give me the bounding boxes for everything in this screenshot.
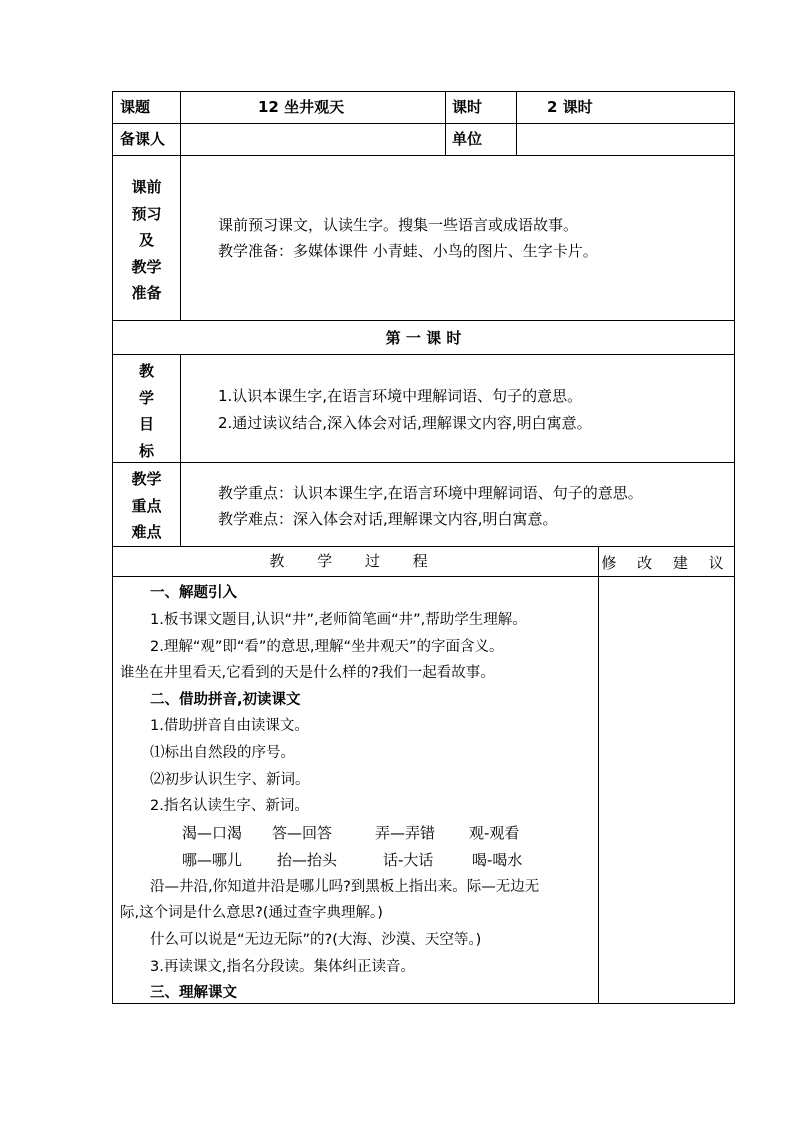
prep-label <box>113 174 180 307</box>
objectives-label-line: 目 <box>138 415 154 433</box>
table-border <box>445 91 446 156</box>
hours-label: 课时 <box>452 98 483 116</box>
focus-label-line: 难点 <box>131 523 162 541</box>
process-line: 二、借助拼音,初读课文 <box>150 692 301 708</box>
table-border <box>180 354 181 547</box>
table-border <box>112 155 735 156</box>
topic-value: 12 坐井观天 <box>258 98 345 116</box>
table-border <box>516 91 517 156</box>
suggest-header: 修 改 建 议 <box>601 554 732 572</box>
prep-label-line: 及 <box>138 231 154 249</box>
prep-label-line: 预习 <box>131 204 162 223</box>
lesson-title: 第 一 课 时 <box>385 329 462 347</box>
topic-label: 课题 <box>120 98 151 116</box>
vocab-item: 抬—抬头 <box>277 851 338 869</box>
objective-line: 1.认识本课生字,在语言环境中理解词语、句子的意思。 <box>218 387 583 405</box>
table-border <box>112 576 735 577</box>
vocab-item: 渴—口渴 <box>182 824 243 842</box>
prep-label-line: 教学 <box>131 257 162 276</box>
process-line: 3.再读课文,指名分段读。集体纠正读音。 <box>150 959 415 975</box>
process-line: 一、解题引入 <box>150 585 237 601</box>
vocab-item: 观-观看 <box>469 824 520 842</box>
table-border <box>112 1003 735 1004</box>
process-line: 三、理解课文 <box>150 985 237 1001</box>
process-line: 1.借助拼音自由读课文。 <box>150 718 309 734</box>
process-line: 谁坐在井里看天,它看到的天是什么样的?我们一起看故事。 <box>120 665 495 681</box>
focus-label-line: 重点 <box>131 496 162 515</box>
table-border <box>112 91 735 92</box>
vocab-item: 哪—哪儿 <box>182 851 243 869</box>
focus-line: 教学难点：深入体会对话,理解课文内容,明白寓意。 <box>218 510 558 528</box>
objective-line: 2.通过读议结合,深入体会对话,理解课文内容,明白寓意。 <box>218 414 592 432</box>
vocab-item: 话-大话 <box>383 851 434 869</box>
objectives-label <box>113 358 180 464</box>
focus-label <box>113 466 180 546</box>
objectives-label-line: 教 <box>138 362 154 380</box>
process-line: 什么可以说是“无边无际”的?(大海、沙漠、天空等。) <box>150 932 482 948</box>
table-border <box>180 91 181 321</box>
unit-label: 单位 <box>452 130 483 148</box>
process-line: 1.板书课文题目,认识“井”,老师简笔画“井”,帮助学生理解。 <box>150 612 527 628</box>
table-border <box>734 91 735 1004</box>
table-border <box>112 546 735 547</box>
hours-value: 2 课时 <box>547 98 593 116</box>
prep-line: 教学准备：多媒体课件 小青蛙、小鸟的图片、生字卡片。 <box>218 242 598 260</box>
vocab-item: 答—回答 <box>272 824 333 842</box>
focus-label-line: 教学 <box>131 470 162 488</box>
process-line: ⑴标出自然段的序号。 <box>150 745 295 761</box>
process-line: 2.指名认读生字、新词。 <box>150 798 309 814</box>
process-header: 教 学 过 程 <box>269 552 442 570</box>
objectives-label-line: 学 <box>138 388 154 407</box>
process-line: 2.理解“观”即“看”的意思,理解“坐井观天”的字面含义。 <box>150 639 504 655</box>
preparer-label: 备课人 <box>120 130 166 148</box>
prep-line: 课前预习课文，认读生字。搜集一些语言或成语故事。 <box>218 216 579 234</box>
focus-line: 教学重点：认识本课生字,在语言环境中理解词语、句子的意思。 <box>218 484 643 502</box>
prep-label-line: 准备 <box>131 284 162 302</box>
vocab-item: 弄—弄错 <box>375 824 436 842</box>
table-border <box>112 354 735 355</box>
prep-label-line: 课前 <box>131 178 162 196</box>
process-line: 沿—井沿,你知道井沿是哪儿吗?到黑板上指出来。际—无边无 <box>150 879 540 895</box>
vocab-item: 喝-喝水 <box>472 851 523 869</box>
objectives-label-line: 标 <box>138 441 154 460</box>
process-line: 际,这个词是什么意思?(通过查字典理解。) <box>120 905 383 921</box>
table-border <box>112 123 735 124</box>
table-border <box>112 462 735 463</box>
process-line: ⑵初步认识生字、新词。 <box>150 772 310 788</box>
table-border <box>112 320 735 321</box>
